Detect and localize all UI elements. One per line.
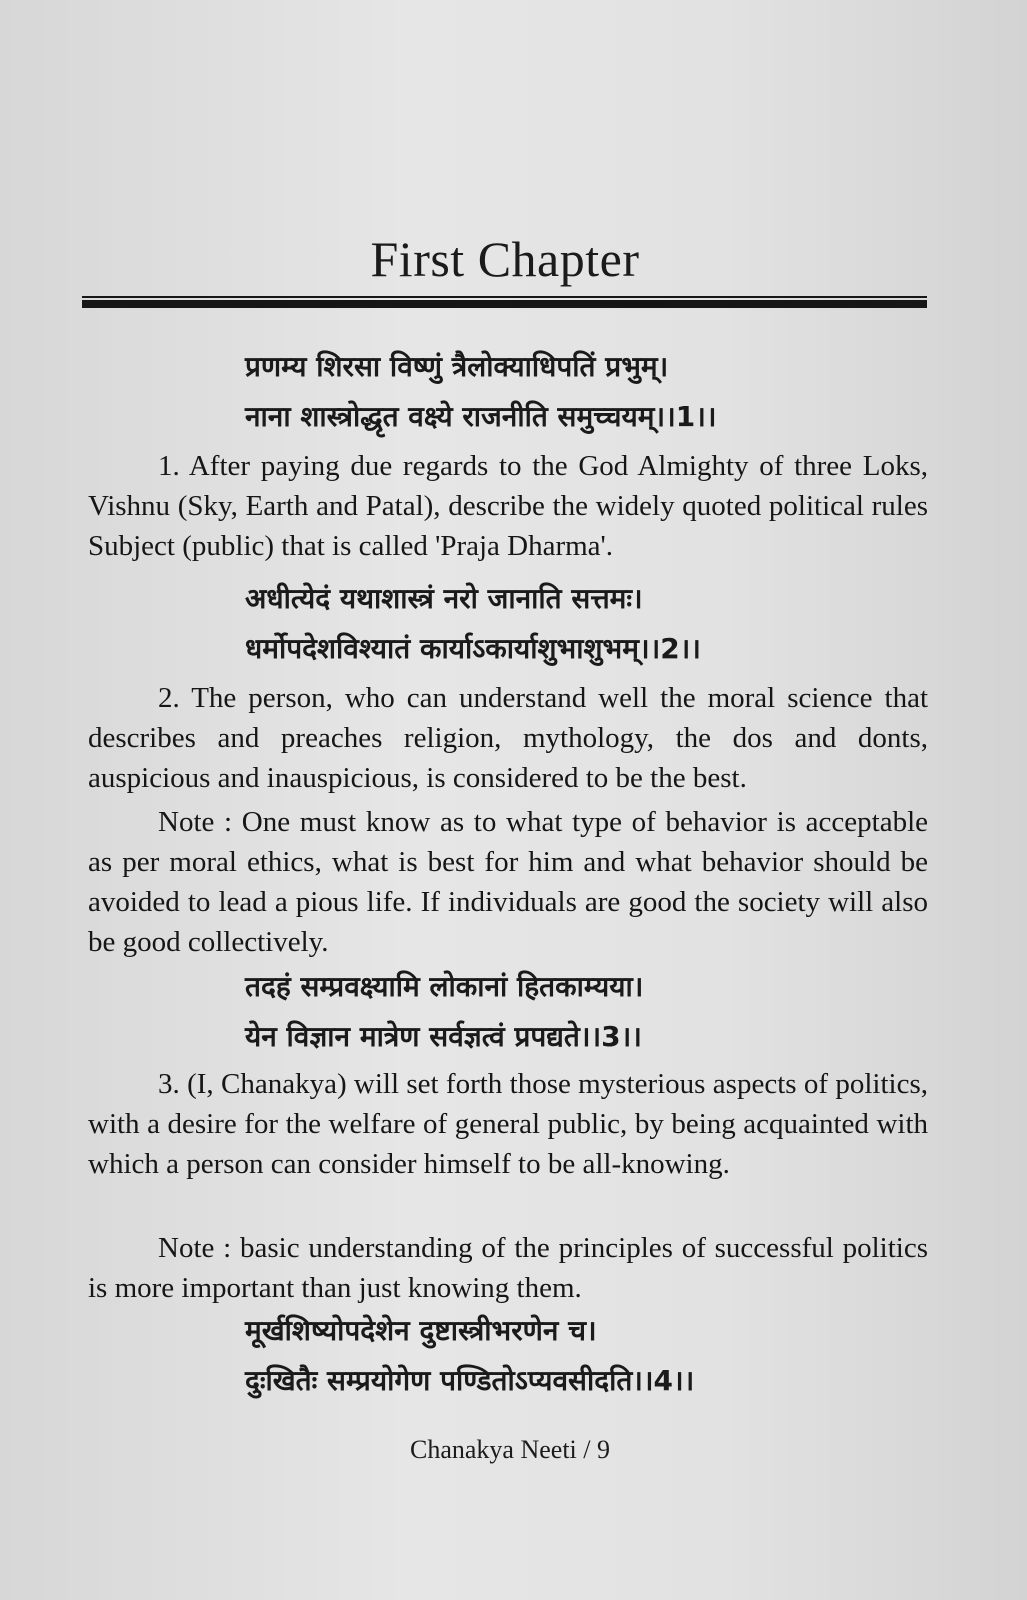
verse-line: येन विज्ञान मात्रेण सर्वज्ञत्वं प्रपद्यते।।3।। (245, 1020, 642, 1053)
verse-line: धर्मोपदेशविश्यातं कार्याऽकार्याशुभाशुभम्।।2।। (245, 632, 701, 665)
page-footer: Chanakya Neeti / 9 (410, 1435, 610, 1464)
verse-3 (245, 962, 885, 1062)
chapter-title: First Chapter (370, 231, 640, 287)
paragraph-2: 2. The person, who can understand well the moral science that describes and preaches religion, mythology, the dos and donts, auspicious and inauspicious, is considered to be the best. (88, 682, 928, 794)
verse-line: दुःखितैः सम्प्रयोगेण पण्डितोऽप्यवसीदति।।4।। (245, 1364, 695, 1397)
note-1: Note : One must know as to what type of behavior is acceptable as per moral ethics, what is best for him and what behavior should be avoided to lead a pious life. If individuals are good the society will also be good collectively. (88, 806, 928, 958)
note-2: Note : basic understanding of the principles of successful politics is more important than just knowing them. (88, 1232, 928, 1304)
verse-1 (245, 342, 885, 442)
verse-line: मूर्खशिष्योपदेशेन दुष्टास्त्रीभरणेन च। (245, 1314, 597, 1347)
paragraph-3: 3. (I, Chanakya) will set forth those mysterious aspects of politics, with a desire for the welfare of general public, by being acquainted with which a person can consider himself to be all-knowing. (88, 1068, 928, 1180)
verse-line: नाना शास्त्रोद्धृत वक्ष्ये राजनीति समुच्चयम्।।1।। (245, 400, 717, 433)
verse-line: तदहं सम्प्रवक्ष्यामि लोकानां हितकाम्यया। (245, 970, 644, 1003)
title-rule-thin (82, 296, 927, 298)
verse-line: अधीत्येदं यथाशास्त्रं नरो जानाति सत्तमः। (245, 582, 643, 615)
verse-2 (245, 574, 885, 674)
verse-line: प्रणम्य शिरसा विष्णुं त्रैलोक्याधिपतिं प्रभुम्। (245, 350, 669, 383)
verse-4 (245, 1306, 885, 1406)
title-rule-thick (82, 300, 927, 308)
paragraph-1: 1. After paying due regards to the God Almighty of three Loks, Vishnu (Sky, Earth and Patal), describe the widely quoted political rules Subject (public) that is called 'Praja Dharma'. (88, 450, 928, 562)
